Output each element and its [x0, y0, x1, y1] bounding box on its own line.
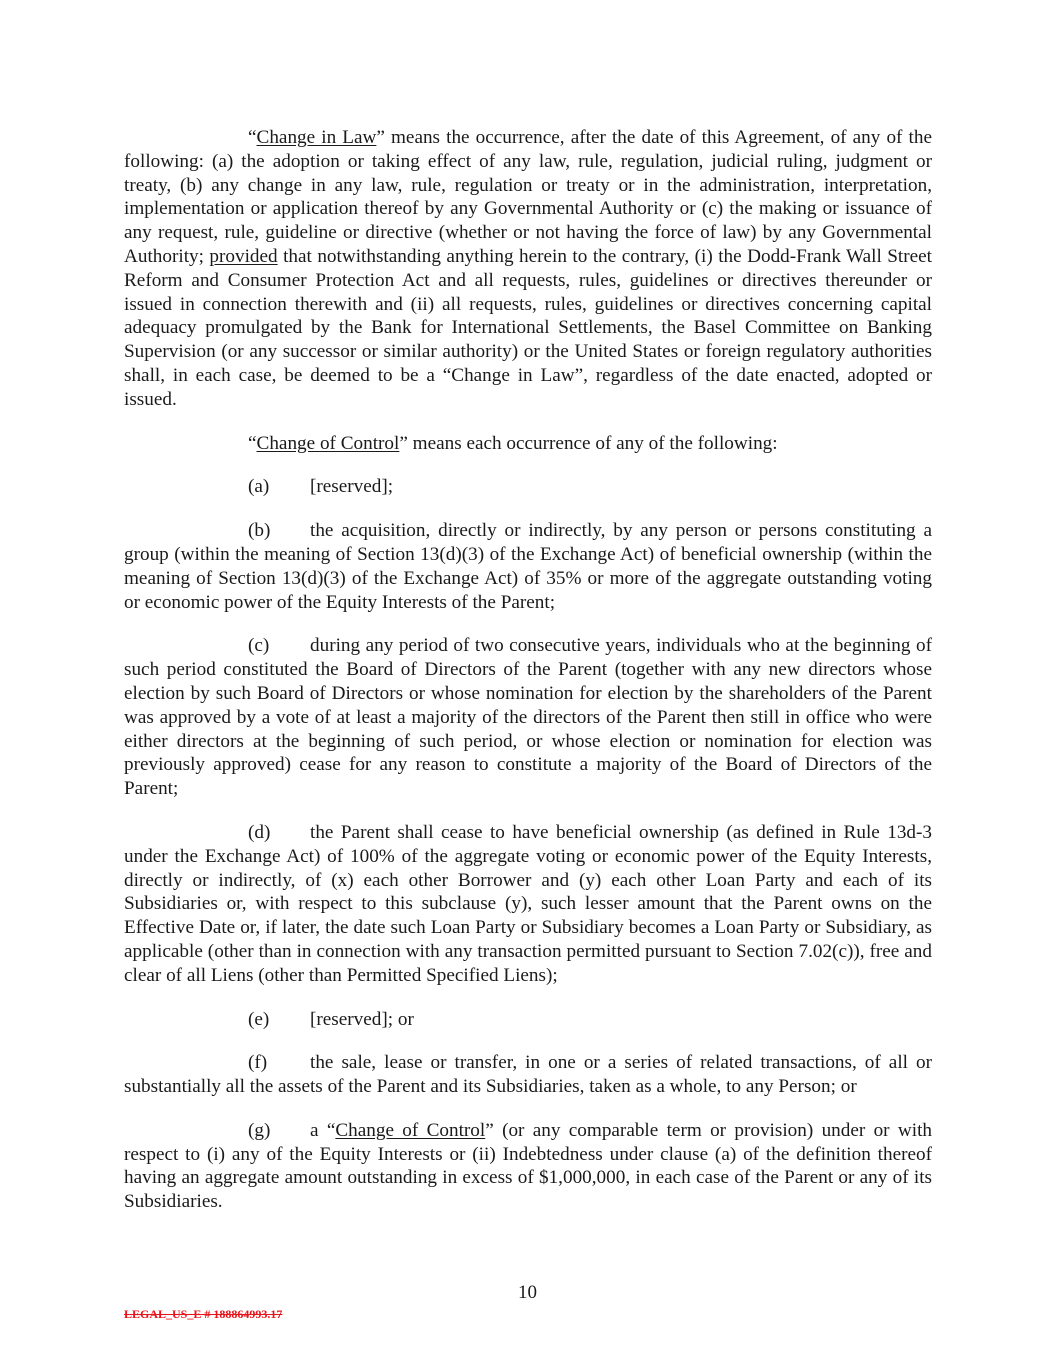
- clause-d: (d) the Parent shall cease to have beneficial ownership (as defined in Rule 13d-3 under the Exchange Act) of 100% of the aggregate voting or economic power of the Equity Interests, directly or indirectly, of (x) each other Borrower and (y) each other Loan Party and each of its Subsidiaries or, with respect to this subclause (y), such lesser amount that the Parent owns on the Effective Date or, if later, the date such Loan Party or Subsidiary becomes a Loan Party or Subsidiary, as applicable (other than in connection with any transaction permitted pursuant to Section 7.02(c)), free and clear of all Liens (other than Permitted Specified Liens);: [124, 821, 932, 986]
- clause-g: (g) a “Change of Control” (or any comparable term or provision) under or with respect to (i) any of the Equity Interests or (ii) Indebtedness under clause (a) of the definition thereof having an aggregate amount outstanding in excess of $1,000,000, in each case of the Parent or any of its Subsidiaries.: [124, 1119, 932, 1213]
- definition-change-in-law: “Change in Law” means the occurrence, after the date of this Agreement, of any of the following: (a) the adoption or taking effect of any law, rule, regulation, judicial ruling, judgment or treaty, (b) any change in any law, rule, regulation or treaty or in the administration, interpretation, implementation or application thereof by any Governmental Authority or (c) the making or issuance of any request, rule, guideline or directive (whether or not having the force of law) by any Governmental Authority; provided that notwithstanding anything herein to the contrary, (i) the Dodd-Frank Wall Street Reform and Consumer Protection Act and all requests, rules, guidelines or directives thereunder or issued in connection therewith and (ii) all requests, rules, guidelines or directives concerning capital adequacy promulgated by the Bank for International Settlements, the Basel Committee on Banking Supervision (or any successor or similar authority) or the United States or foreign regulatory authorities shall, in each case, be deemed to be a “Change in Law”, regardless of the date enacted, adopted or issued.: [124, 127, 932, 410]
- clause-a: (a) [reserved];: [248, 476, 394, 498]
- clause-label: (c): [248, 635, 270, 657]
- defined-term: Change in Law: [256, 127, 377, 148]
- definition-change-of-control: “Change of Control” means each occurrence of any of the following:: [248, 432, 778, 454]
- document-id: LEGAL_US_E # 188864993.17: [124, 1307, 283, 1321]
- provided-term: provided: [209, 245, 278, 267]
- clause-label: (f): [248, 1052, 268, 1074]
- document-page: [124, 126, 932, 1214]
- clause-label: (d): [248, 821, 271, 843]
- defined-term: Change of Control: [256, 432, 400, 454]
- clause-label: (b): [248, 520, 271, 542]
- clause-label: (g): [248, 1119, 271, 1141]
- clause-f: (f) the sale, lease or transfer, in one or a series of related transactions, of all or substantially all the assets of the Parent and its Subsidiaries, taken as a whole, to any Person; or: [124, 1052, 932, 1098]
- defined-term: Change of Control: [335, 1119, 486, 1141]
- clause-b: (b) the acquisition, directly or indirectly, by any person or persons constituting a group (within the meaning of Section 13(d)(3) of the Exchange Act) of beneficial ownership (within the meaning of Section 13(d)(3) of the Exchange Act) of 35% or more of the aggregate outstanding voting or economic power of the Equity Interests of the Parent;: [124, 520, 932, 613]
- clause-c: (c) during any period of two consecutive years, individuals who at the beginning of such period constituted the Board of Directors of the Parent (together with any new directors whose election by such Board of Directors or whose nomination for election by the shareholders of the Parent was approved by a vote of at least a majority of the directors of the Parent then still in office who were either directors at the beginning of such period, or whose election or nomination for election was previously approved) cease for any reason to constitute a majority of the Board of Directors of the Parent;: [124, 635, 932, 800]
- clause-label: (e): [248, 1008, 270, 1030]
- clause-e: (e) [reserved]; or: [248, 1008, 414, 1030]
- page-number: 10: [518, 1282, 537, 1303]
- clause-label: (a): [248, 476, 270, 498]
